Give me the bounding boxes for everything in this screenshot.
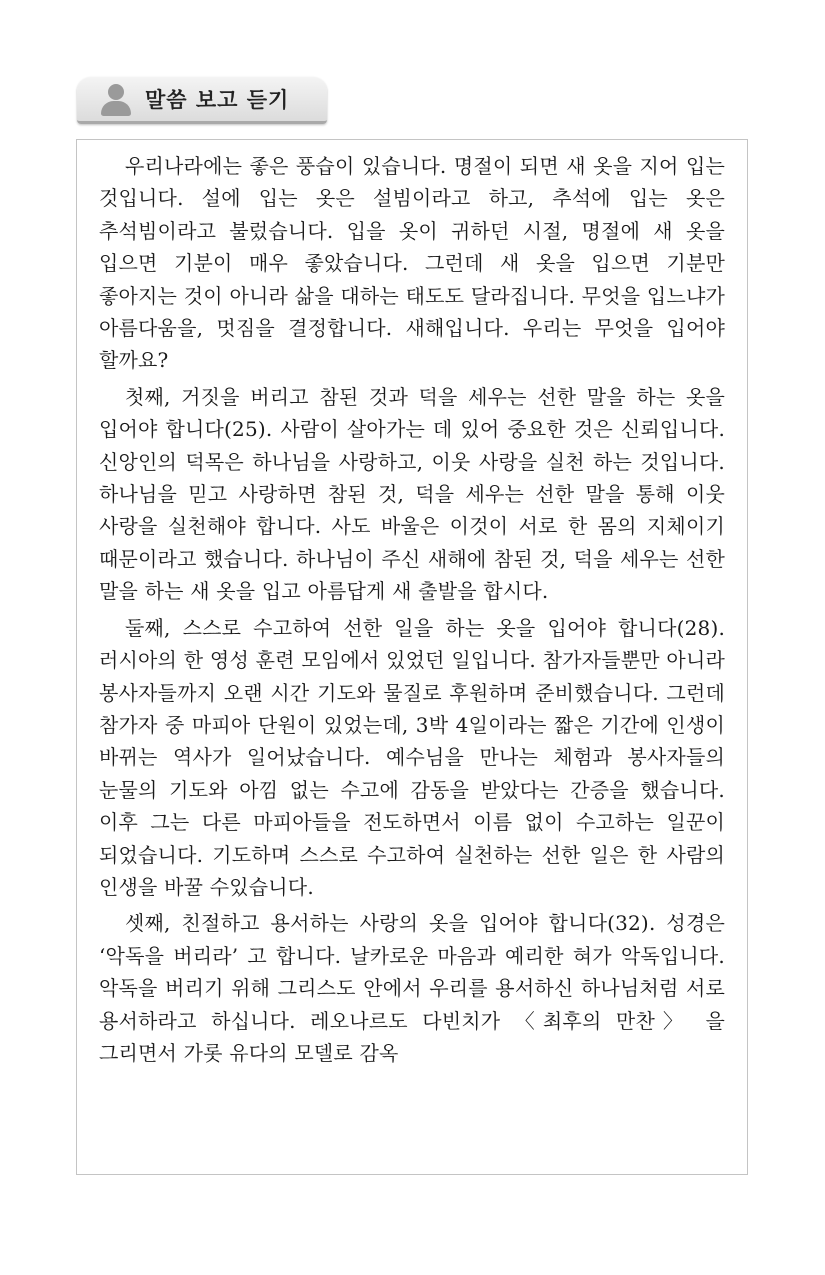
section-title: 말씀 보고 듣기	[145, 88, 290, 112]
paragraph-intro: 우리나라에는 좋은 풍습이 있습니다. 명절이 되면 새 옷을 지어 입는 것입니다. 설에 입는 옷은 설빔이라고 하고, 추석에 입는 옷은 추석빔이라고 불렀습니다. 입을 옷이 귀하던 시절, 명절에 새 옷을 입으면 기분이 매우 좋았습니다. 그런데 새 옷을 입으면 기분만 좋아지는 것이 아니라 삶을 대하는 태도도 달라집니다. 무엇을 입느냐가 아름다움을, 멋짐을 결정합니다. 새해입니다. 우리는 무엇을 입어야 할까요?	[99, 154, 725, 373]
section-header-tab	[77, 77, 327, 124]
paragraph-first: 첫째, 거짓을 버리고 참된 것과 덕을 세우는 선한 말을 하는 옷을 입어야 합니다(25). 사람이 살아가는 데 있어 중요한 것은 신뢰입니다. 신앙인의 덕목은 하나님을 사랑하고, 이웃 사랑을 실천 하는 것입니다. 하나님을 믿고 사랑하면 참된 것, 덕을 세우는 선한 말을 통해 이웃 사랑을 실천해야 합니다. 사도 바울은 이것이 서로 한 몸의 지체이기 때문이라고 했습니다. 하나님이 주신 새해에 참된 것, 덕을 세우는 선한 말을 하는 새 옷을 입고 아름답게 새 출발을 합시다.	[99, 384, 725, 604]
person-icon	[99, 82, 133, 116]
paragraph-third: 셋째, 친절하고 용서하는 사랑의 옷을 입어야 합니다(32). 성경은 ‘악독을 버리라’ 고 합니다. 날카로운 마음과 예리한 혀가 악독입니다. 악독을 버리기 위해 그리스도 안에서 우리를 용서하신 하나님처럼 서로 용서하라고 하십니다. 레오나르도 다빈치가 〈최후의 만찬〉 을 그리면서 가롯 유다의 모델로 감옥	[99, 911, 725, 1065]
paragraph-second: 둘째, 스스로 수고하여 선한 일을 하는 옷을 입어야 합니다(28). 러시아의 한 영성 훈련 모임에서 있었던 일입니다. 참가자들뿐만 아니라 봉사자들까지 오랜 시간 기도와 물질로 후원하며 준비했습니다. 그런데 참가자 중 마피아 단원이 있었는데, 3박 4일이라는 짧은 기간에 인생이 바뀌는 역사가 일어났습니다. 예수님을 만나는 체험과 봉사자들의 눈물의 기도와 아낌 없는 수고에 감동을 받았다는 간증을 했습니다. 이후 그는 다른 마피아들을 전도하면서 이름 없이 수고하는 일꾼이 되었습니다. 기도하며 스스로 수고하여 실천하는 선한 일은 한 사람의 인생을 바꿀 수있습니다.	[99, 615, 725, 899]
article-body	[76, 139, 748, 1175]
